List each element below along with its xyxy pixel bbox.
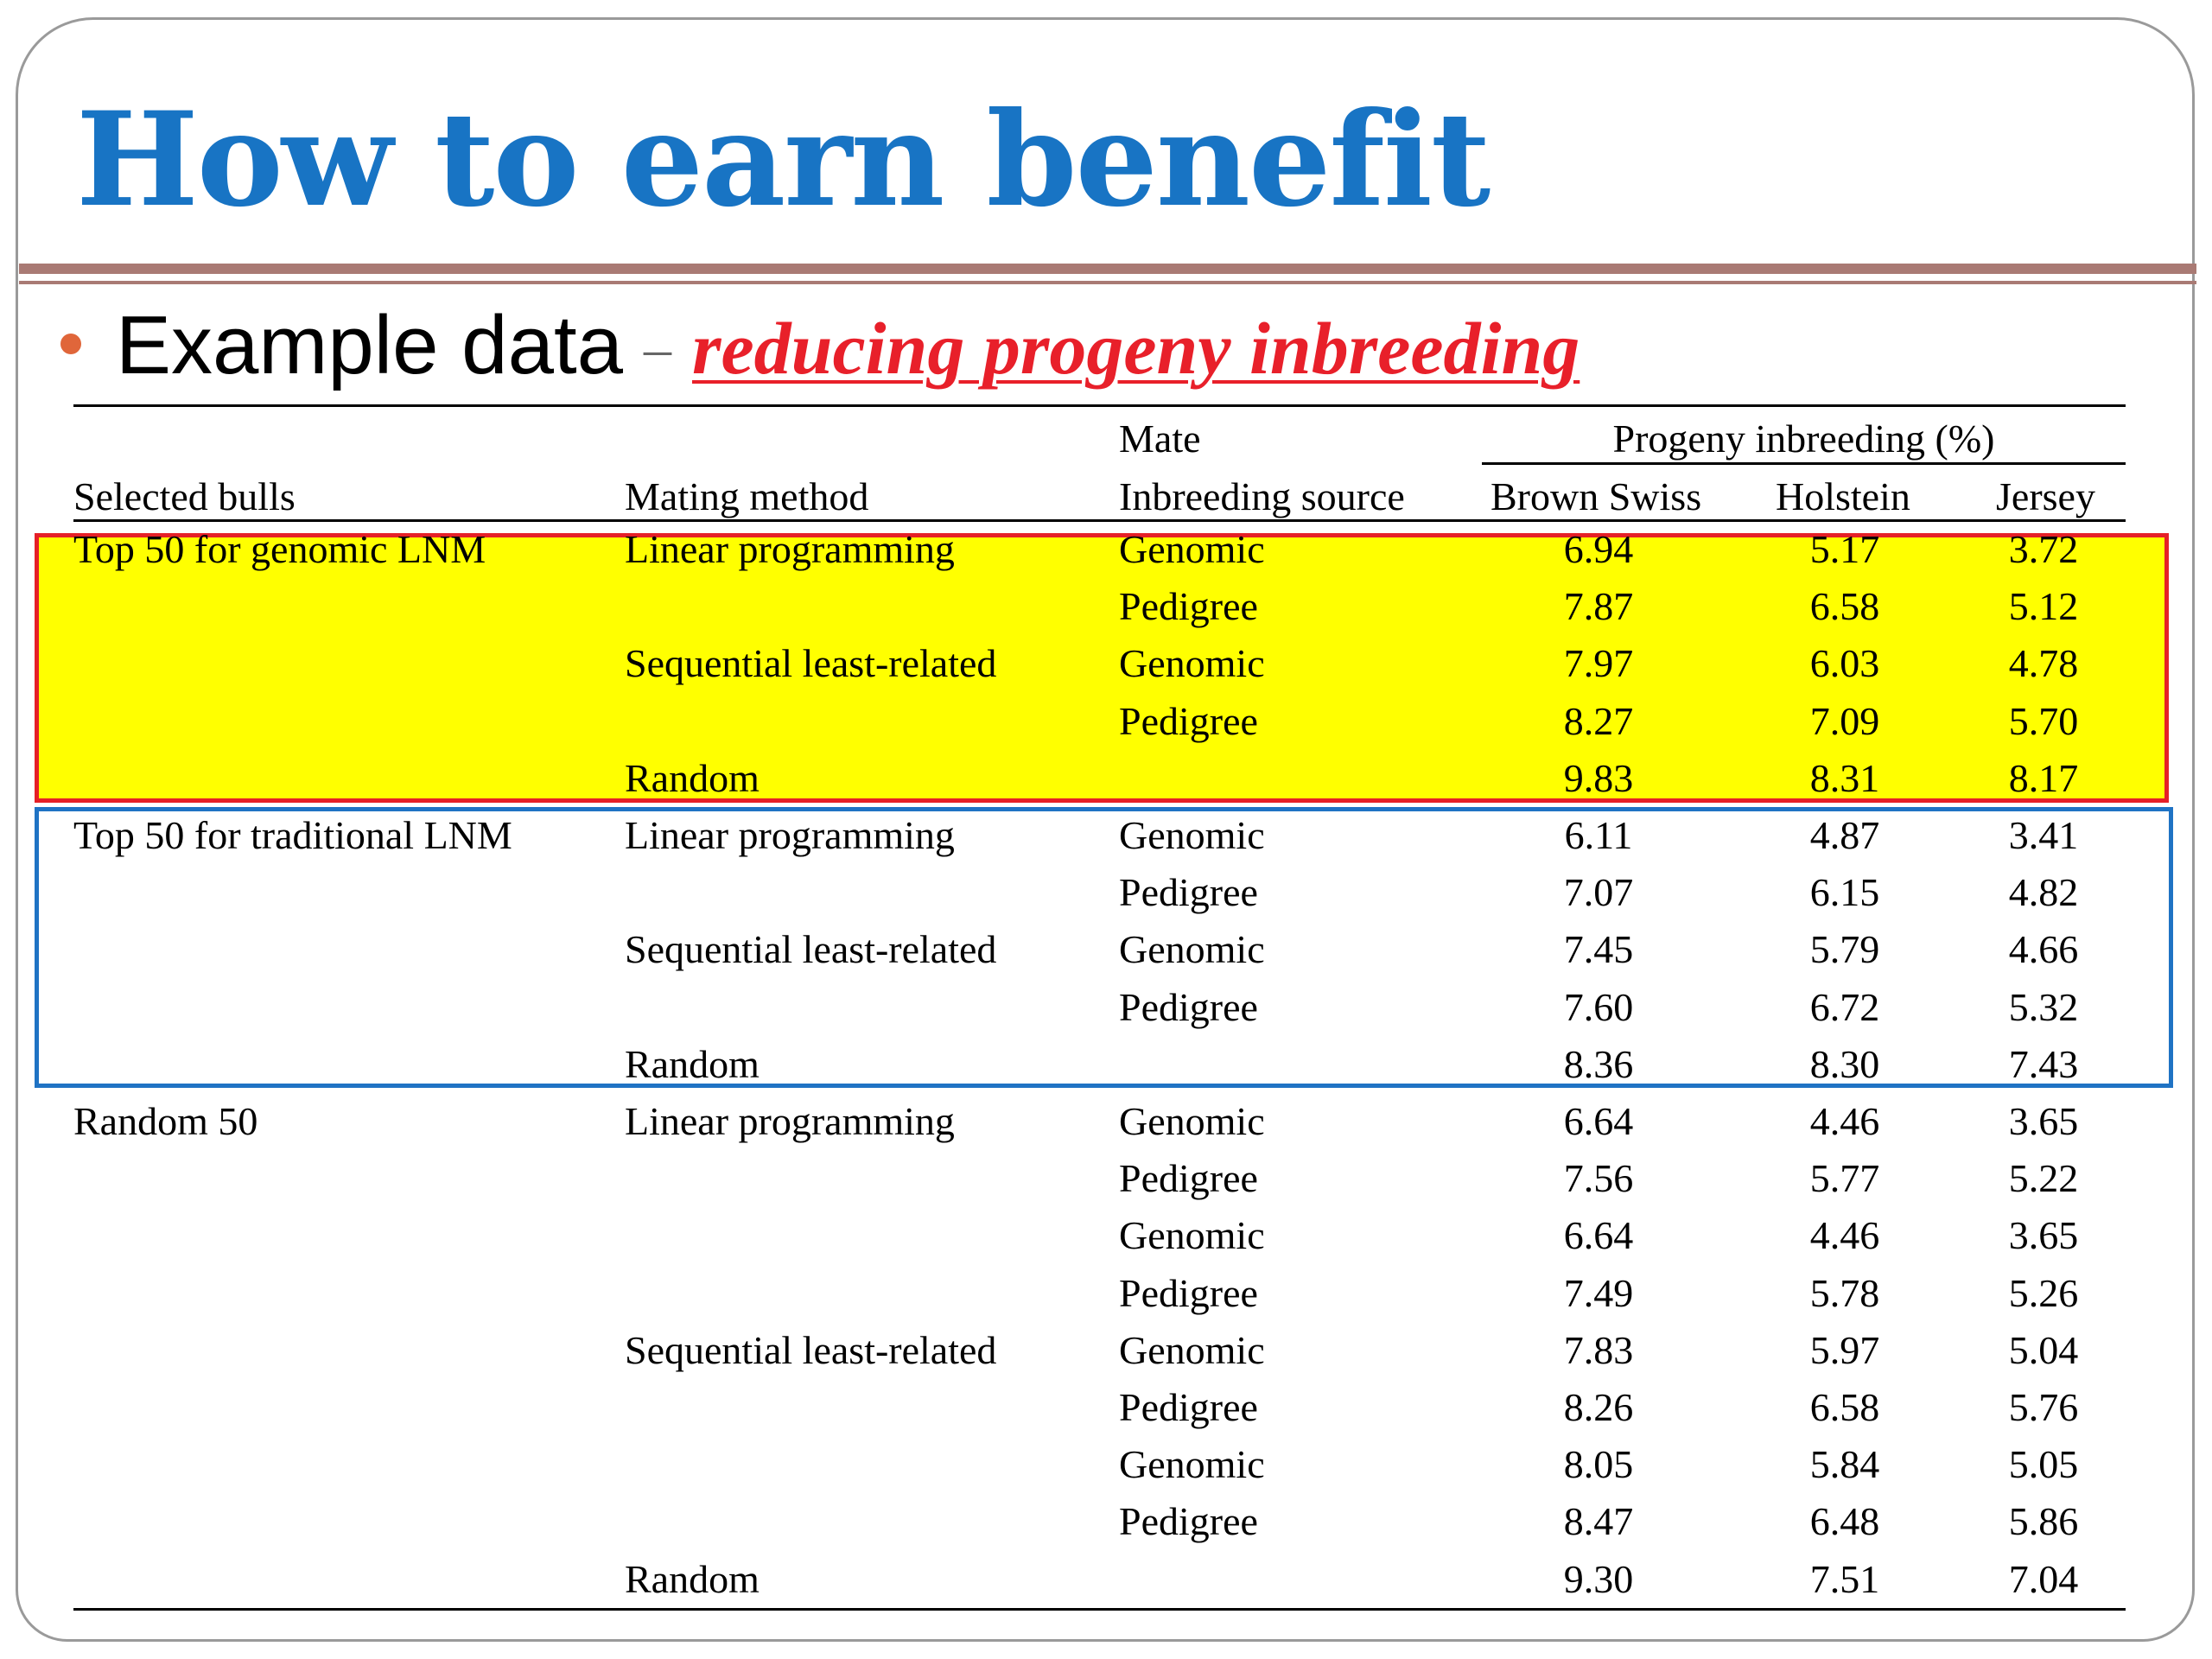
- table-cell-ho: 4.46: [1809, 1213, 1880, 1258]
- table-top-rule: [73, 404, 2126, 407]
- table-cell-ho: 6.72: [1809, 984, 1880, 1029]
- bullet-text: Example data: [116, 299, 624, 391]
- table-cell-source: Pedigree: [1119, 584, 1258, 629]
- header-selected-bulls: Selected bulls: [73, 474, 296, 518]
- table-cell-je: 4.78: [2008, 641, 2079, 686]
- table-cell-bs: 6.11: [1564, 813, 1633, 857]
- table-cell-source: Genomic: [1119, 927, 1265, 972]
- table-cell-ho: 4.87: [1809, 813, 1880, 857]
- table-cell-ho: 6.58: [1809, 584, 1880, 629]
- header-holstein: Holstein: [1776, 474, 1910, 518]
- table-cell-ho: 6.58: [1809, 1385, 1880, 1429]
- table-cell-source: Genomic: [1119, 1099, 1265, 1143]
- table-cell-source: Genomic: [1119, 1213, 1265, 1258]
- table-cell-bs: 7.49: [1563, 1270, 1634, 1315]
- title-divider-thick: [19, 264, 2196, 274]
- bullet-line: [60, 298, 1580, 402]
- table-cell-source: Pedigree: [1119, 1499, 1258, 1544]
- table-cell-bs: 7.83: [1563, 1327, 1634, 1372]
- table-cell-method: Sequential least-related: [625, 641, 997, 686]
- table-cell-ho: 5.84: [1809, 1442, 1880, 1487]
- table-cell-bs: 8.05: [1563, 1442, 1634, 1487]
- table-cell-source: Pedigree: [1119, 984, 1258, 1029]
- table-cell-je: 5.22: [2008, 1156, 2079, 1201]
- table-cell-bs: 8.47: [1563, 1499, 1634, 1544]
- table-cell-source: Pedigree: [1119, 1385, 1258, 1429]
- table-cell-ho: 7.09: [1809, 698, 1880, 743]
- table-cell-bs: 7.56: [1563, 1156, 1634, 1201]
- header-jersey: Jersey: [1996, 474, 2095, 518]
- table-cell-bs: 8.26: [1563, 1385, 1634, 1429]
- header-inbreeding-source: Inbreeding source: [1119, 474, 1405, 518]
- table-cell-method: Linear programming: [625, 1099, 955, 1143]
- group-header-rule: [1482, 462, 2126, 465]
- table-cell-source: Pedigree: [1119, 870, 1258, 915]
- table-cell-bs: 6.64: [1563, 1099, 1634, 1143]
- table-cell-source: Pedigree: [1119, 1156, 1258, 1201]
- table-cell-ho: 5.79: [1809, 927, 1880, 972]
- table-cell-bs: 9.30: [1563, 1556, 1634, 1601]
- table-cell-je: 5.05: [2008, 1442, 2079, 1487]
- table-cell-je: 3.41: [2008, 813, 2079, 857]
- table-cell-bulls: Top 50 for genomic LNM: [73, 527, 486, 571]
- table-cell-method: Random: [625, 1556, 760, 1601]
- table-cell-je: 5.86: [2008, 1499, 2079, 1544]
- table-cell-je: 4.82: [2008, 870, 2079, 915]
- table-cell-bs: 6.94: [1563, 527, 1634, 571]
- table-cell-ho: 6.15: [1809, 870, 1880, 915]
- table-cell-source: Pedigree: [1119, 698, 1258, 743]
- table-cell-bs: 7.07: [1563, 870, 1634, 915]
- table-cell-je: 3.72: [2008, 527, 2079, 571]
- table-cell-method: Sequential least-related: [625, 927, 997, 972]
- title-divider-thin: [19, 281, 2196, 284]
- table-cell-ho: 5.78: [1809, 1270, 1880, 1315]
- table-cell-bs: 9.83: [1563, 755, 1634, 800]
- table-cell-je: 4.66: [2008, 927, 2079, 972]
- table-cell-source: Genomic: [1119, 813, 1265, 857]
- table-cell-bs: 8.27: [1563, 698, 1634, 743]
- table-cell-ho: 5.97: [1809, 1327, 1880, 1372]
- header-bottom-rule: [73, 519, 2126, 522]
- table-cell-bs: 7.60: [1563, 984, 1634, 1029]
- table-cell-je: 5.12: [2008, 584, 2079, 629]
- table-cell-je: 3.65: [2008, 1099, 2079, 1143]
- table-cell-bs: 7.97: [1563, 641, 1634, 686]
- table-cell-ho: 6.03: [1809, 641, 1880, 686]
- table-cell-bulls: Top 50 for traditional LNM: [73, 813, 512, 857]
- table-cell-bulls: Random 50: [73, 1099, 258, 1143]
- table-cell-je: 7.04: [2008, 1556, 2079, 1601]
- table-cell-source: Genomic: [1119, 1327, 1265, 1372]
- header-brown-swiss: Brown Swiss: [1491, 474, 1702, 518]
- table-cell-source: Genomic: [1119, 527, 1265, 571]
- table-cell-method: Linear programming: [625, 813, 955, 857]
- table-cell-je: 3.65: [2008, 1213, 2079, 1258]
- inbreeding-table: [73, 404, 2126, 1614]
- table-cell-ho: 5.77: [1809, 1156, 1880, 1201]
- table-cell-ho: 8.31: [1809, 755, 1880, 800]
- table-cell-source: Genomic: [1119, 641, 1265, 686]
- table-cell-je: 5.32: [2008, 984, 2079, 1029]
- bullet-dash: –: [644, 317, 672, 378]
- table-cell-je: 7.43: [2008, 1041, 2079, 1086]
- table-cell-method: Linear programming: [625, 527, 955, 571]
- header-mate: Mate: [1119, 416, 1201, 461]
- header-mating-method: Mating method: [625, 474, 869, 518]
- table-bottom-rule: [73, 1608, 2126, 1611]
- table-cell-bs: 7.45: [1563, 927, 1634, 972]
- table-cell-ho: 5.17: [1809, 527, 1880, 571]
- table-cell-ho: 8.30: [1809, 1041, 1880, 1086]
- table-cell-je: 5.76: [2008, 1385, 2079, 1429]
- table-cell-ho: 7.51: [1809, 1556, 1880, 1601]
- table-cell-ho: 4.46: [1809, 1099, 1880, 1143]
- table-cell-source: Genomic: [1119, 1442, 1265, 1487]
- table-cell-je: 5.70: [2008, 698, 2079, 743]
- table-cell-method: Random: [625, 1041, 760, 1086]
- slide-title: How to earn benefit: [76, 84, 1490, 236]
- table-cell-bs: 8.36: [1563, 1041, 1634, 1086]
- table-cell-source: Pedigree: [1119, 1270, 1258, 1315]
- bullet-emphasis: reducing progeny inbreeding: [692, 307, 1580, 390]
- bullet-dot-icon: [60, 334, 81, 354]
- table-cell-bs: 6.64: [1563, 1213, 1634, 1258]
- table-cell-method: Sequential least-related: [625, 1327, 997, 1372]
- table-cell-method: Random: [625, 755, 760, 800]
- table-cell-je: 5.26: [2008, 1270, 2079, 1315]
- table-cell-je: 8.17: [2008, 755, 2079, 800]
- table-cell-je: 5.04: [2008, 1327, 2079, 1372]
- header-progeny-inbreeding: Progeny inbreeding (%): [1612, 416, 1995, 461]
- table-cell-ho: 6.48: [1809, 1499, 1880, 1544]
- table-cell-bs: 7.87: [1563, 584, 1634, 629]
